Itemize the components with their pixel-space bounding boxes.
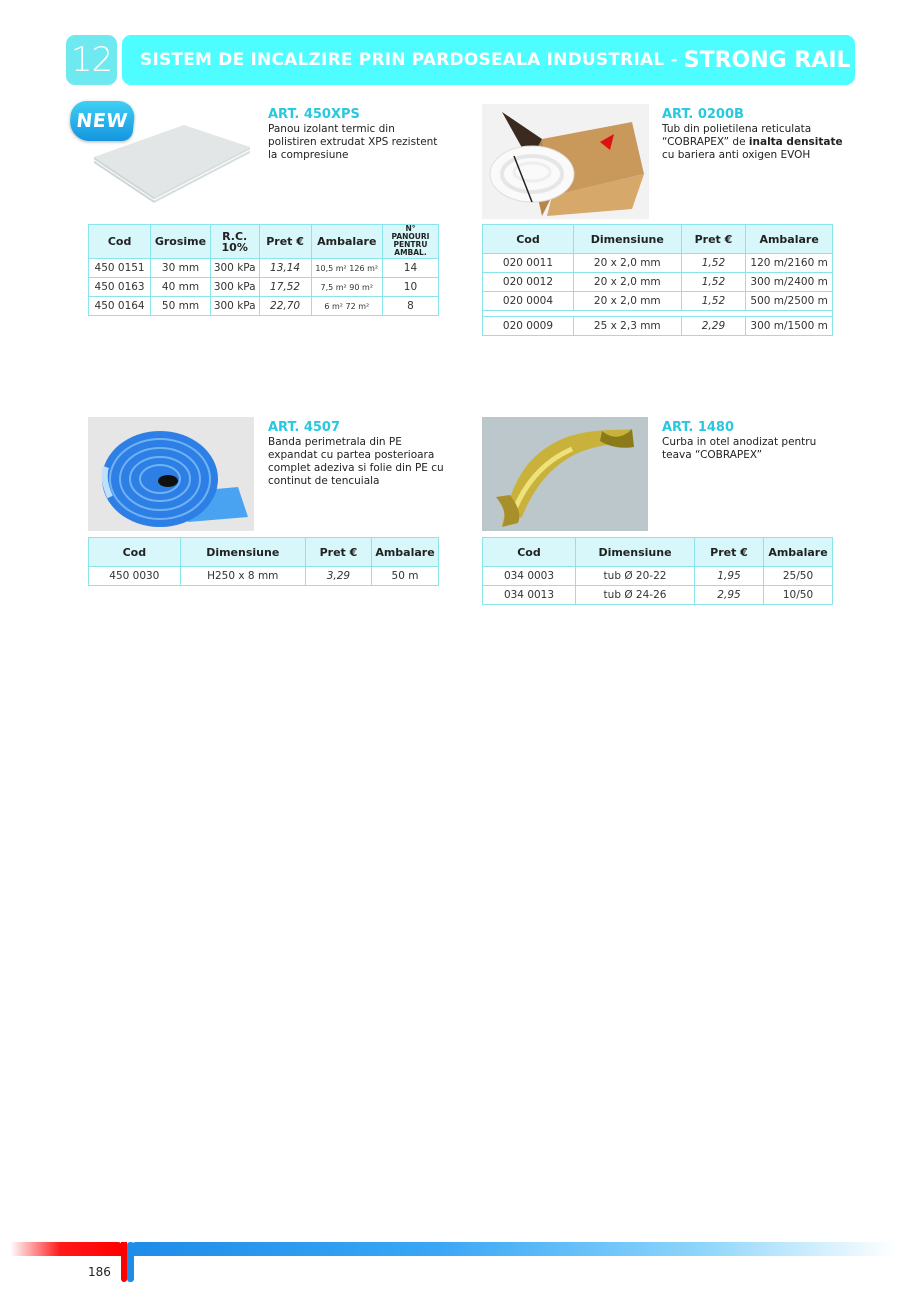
col-header-cod: Cod (89, 225, 151, 259)
cell-ambalare: 25/50 (764, 567, 833, 586)
table-header-row (483, 538, 833, 567)
col-header-pret: Pret € (681, 225, 746, 254)
cell-ambalare: 50 m (372, 567, 439, 586)
cell-cod: 450 0151 (89, 259, 151, 278)
cell-ambalare: 10,5 m² 126 m² (311, 259, 382, 278)
cell-dimensiune: 20 x 2,0 mm (573, 254, 681, 273)
cell-cod: 020 0012 (483, 273, 574, 292)
price-table-4507 (88, 537, 439, 586)
description-line: la compresiune (268, 149, 349, 161)
article-title-450xps: ART. 450XPS (268, 107, 360, 122)
description-line: continut de tencuiala (268, 475, 380, 487)
col-header-ambalare: Ambalare (764, 538, 833, 567)
cell-cod: 020 0009 (483, 317, 574, 336)
col-header-dimensiune: Dimensiune (180, 538, 305, 567)
table-header-row (89, 538, 439, 567)
article-description-1480 (662, 436, 816, 462)
cell-dimensiune: 20 x 2,0 mm (573, 273, 681, 292)
table-header-row (483, 225, 833, 254)
cell-panouri: 14 (382, 259, 438, 278)
steel-bend-image (482, 417, 648, 531)
footer-red-stripe (10, 1242, 122, 1256)
col-header-dimensiune: Dimensiune (576, 538, 695, 567)
col-header-dimensiune: Dimensiune (573, 225, 681, 254)
price-table-0200b (482, 224, 833, 336)
col-header-pret: Pret € (695, 538, 764, 567)
article-description-450xps (268, 123, 437, 162)
page-number: 186 (88, 1265, 111, 1279)
description-line: polistiren extrudat XPS rezistent (268, 136, 438, 148)
cell-cod: 450 0030 (89, 567, 181, 586)
cell-grosime: 40 mm (151, 278, 211, 297)
col-header-cod: Cod (483, 225, 574, 254)
footer-blue-stripe (130, 1242, 895, 1256)
article-title-1480: ART. 1480 (662, 420, 735, 435)
description-line: teava “COBRAPEX” (662, 449, 763, 461)
cell-pret: 17,52 (259, 278, 311, 297)
col-header-grosime: Grosime (151, 225, 211, 259)
cell-cod: 450 0164 (89, 297, 151, 316)
col-header-rc-label: R.C. 10% (221, 229, 248, 254)
cell-cod: 450 0163 (89, 278, 151, 297)
description-line: cu bariera anti oxigen EVOH (662, 149, 811, 161)
cell-rc: 300 kPa (210, 297, 259, 316)
perimeter-strip-image (88, 417, 254, 531)
article-description-4507 (268, 436, 444, 488)
new-badge-label: NEW (75, 110, 129, 132)
cell-ambalare: 120 m/2160 m (746, 254, 833, 273)
col-header-cod: Cod (483, 538, 576, 567)
description-line: Panou izolant termic din (268, 123, 395, 135)
table-row (483, 317, 833, 336)
price-table-450xps (88, 224, 439, 316)
chapter-number-badge: 12 (66, 35, 117, 85)
table-row (89, 259, 439, 278)
cell-dimensiune: tub Ø 24-26 (576, 586, 695, 605)
cell-panouri: 8 (382, 297, 438, 316)
table-row (483, 586, 833, 605)
description-line: Banda perimetrala din PE (268, 436, 402, 448)
cell-dimensiune: H250 x 8 mm (180, 567, 305, 586)
price-table-1480 (482, 537, 833, 605)
cell-pret: 2,29 (681, 317, 746, 336)
col-header-rc (210, 225, 259, 259)
description-line: Tub din polietilena reticulata (662, 123, 812, 135)
xps-panel-image (64, 97, 252, 215)
description-line (662, 136, 843, 149)
col-header-cod: Cod (89, 538, 181, 567)
cell-ambalare: 7,5 m² 90 m² (311, 278, 382, 297)
cell-ambalare: 300 m/1500 m (746, 317, 833, 336)
cell-cod: 034 0013 (483, 586, 576, 605)
cell-dimensiune: 25 x 2,3 mm (573, 317, 681, 336)
cell-dimensiune: tub Ø 20-22 (576, 567, 695, 586)
cell-pret: 1,52 (681, 254, 746, 273)
description-line: complet adeziva si folie din PE cu (268, 462, 444, 474)
page-title-highlight: STRONG RAIL (683, 47, 851, 73)
table-row (89, 297, 439, 316)
cell-cod: 020 0004 (483, 292, 574, 311)
table-row (483, 254, 833, 273)
col-header-panouri (382, 225, 438, 259)
description-line: expandat cu partea posterioara (268, 449, 435, 461)
description-line: Curba in otel anodizat pentru (662, 436, 817, 448)
table-row (89, 278, 439, 297)
cobrapex-box-image (482, 104, 649, 219)
cell-pret: 3,29 (305, 567, 371, 586)
cell-rc: 300 kPa (210, 278, 259, 297)
table-row (89, 567, 439, 586)
cell-ambalare: 10/50 (764, 586, 833, 605)
cell-pret: 22,70 (259, 297, 311, 316)
cell-grosime: 30 mm (151, 259, 211, 278)
cell-cod: 020 0011 (483, 254, 574, 273)
table-header-row (89, 225, 439, 259)
cell-pret: 1,52 (681, 292, 746, 311)
article-title-0200b: ART. 0200B (662, 107, 744, 122)
cell-rc: 300 kPa (210, 259, 259, 278)
page-title-bar (122, 35, 855, 85)
col-header-pret: Pret € (259, 225, 311, 259)
cell-pret: 13,14 (259, 259, 311, 278)
article-title-4507: ART. 4507 (268, 420, 341, 435)
col-header-pret: Pret € (305, 538, 371, 567)
table-row (483, 292, 833, 311)
table-row (483, 567, 833, 586)
col-header-panouri-label: N° PANOURI PENTRU AMBAL. (391, 224, 430, 257)
table-row (483, 273, 833, 292)
description-text: “COBRAPEX” de (662, 136, 746, 148)
article-description-0200b (662, 123, 843, 162)
cell-pret: 1,52 (681, 273, 746, 292)
cell-panouri: 10 (382, 278, 438, 297)
cell-ambalare: 500 m/2500 m (746, 292, 833, 311)
cell-ambalare: 6 m² 72 m² (311, 297, 382, 316)
cell-pret: 2,95 (695, 586, 764, 605)
new-badge (68, 101, 136, 141)
cell-ambalare: 300 m/2400 m (746, 273, 833, 292)
cell-dimensiune: 20 x 2,0 mm (573, 292, 681, 311)
cell-cod: 034 0003 (483, 567, 576, 586)
description-bold-text: inalta densitate (748, 136, 843, 148)
col-header-ambalare: Ambalare (372, 538, 439, 567)
col-header-ambalare: Ambalare (746, 225, 833, 254)
page-title: SISTEM DE INCALZIRE PRIN PARDOSEALA INDUSTRIAL - (140, 50, 678, 70)
cell-grosime: 50 mm (151, 297, 211, 316)
cell-pret: 1,95 (695, 567, 764, 586)
col-header-ambalare: Ambalare (311, 225, 382, 259)
